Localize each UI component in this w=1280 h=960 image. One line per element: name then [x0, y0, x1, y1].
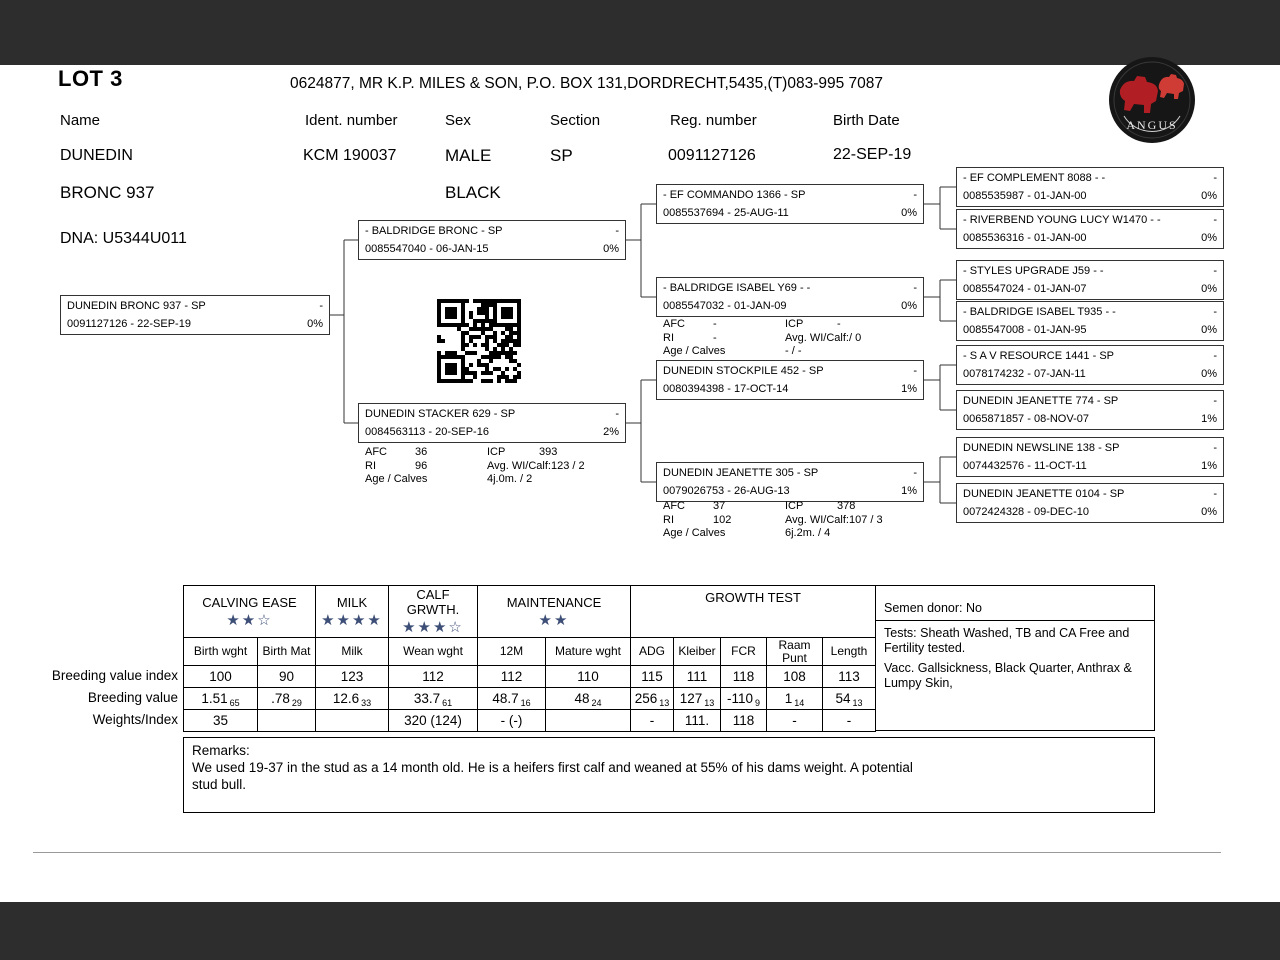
icp-value: - [837, 318, 841, 330]
cell: 118 [721, 710, 767, 732]
pedigree-name: DUNEDIN STACKER 629 - SP [365, 408, 516, 420]
angus-logo [1108, 56, 1196, 144]
accuracy: 29 [291, 698, 302, 708]
pedigree-dash: - [1213, 395, 1217, 407]
field-label-reg: Reg. number [670, 112, 757, 129]
angus-logo-text: ANGUS [1126, 118, 1178, 132]
cell: 12.6 $_{33}$ [316, 688, 389, 710]
pedigree-dash: - [1213, 214, 1217, 226]
pedigree-pct: 0% [1201, 190, 1217, 202]
pedigree-reg: 0085547040 - 06-JAN-15 [365, 243, 489, 255]
pedigree-dash: - [913, 189, 917, 201]
pedigree-name: DUNEDIN JEANETTE 305 - SP [663, 467, 819, 479]
cell: 123 [316, 666, 389, 688]
pedigree-box-sires-dam [656, 277, 924, 317]
icp-value: 378 [837, 500, 856, 512]
col-header: Length [823, 638, 876, 666]
remarks-box [183, 737, 1155, 813]
top-bar [0, 0, 1280, 65]
pedigree-box-ggp1 [956, 167, 1224, 207]
pedigree-dash: - [1213, 172, 1217, 184]
ri-value: 102 [713, 513, 732, 526]
animal-section: SP [550, 146, 573, 165]
pedigree-box-ggp3 [956, 260, 1224, 300]
age-calves-value: 6j.2m. / 4 [785, 527, 831, 539]
pedigree-reg: 0085547032 - 01-JAN-09 [663, 300, 787, 312]
pedigree-dash: - [319, 300, 323, 312]
accuracy: 24 [591, 698, 602, 708]
pedigree-dash: - [1213, 306, 1217, 318]
pedigree-name: - BALDRIDGE ISABEL T935 - - [963, 306, 1116, 318]
field-label-ident: Ident. number [305, 112, 398, 129]
pedigree-dash: - [1213, 488, 1217, 500]
pedigree-name: - S A V RESOURCE 1441 - SP [963, 350, 1115, 362]
pedigree-pct: 0% [901, 207, 917, 219]
cell: 100 [184, 666, 258, 688]
pedigree-pct: 1% [901, 485, 917, 497]
pedigree-reg: 0085536316 - 01-JAN-00 [963, 232, 1087, 244]
field-label-name: Name [60, 112, 101, 129]
pedigree-pct: 2% [603, 426, 619, 438]
pedigree-box-ggp4 [956, 301, 1224, 341]
animal-birth-date: 22-SEP-19 [833, 146, 912, 163]
pedigree-box-ggp5 [956, 345, 1224, 385]
cell: 320 (124) [389, 710, 478, 732]
col-header: Mature wght [546, 638, 631, 666]
icp-label: ICP [487, 446, 506, 458]
cell [258, 710, 316, 732]
ri-label: RI [365, 459, 376, 472]
cell: 110 [546, 666, 631, 688]
cell: 35 [184, 710, 258, 732]
pedigree-box-subject [60, 295, 330, 335]
cell: 111 [674, 666, 721, 688]
accuracy: 14 [794, 698, 805, 708]
dam-production-stats [365, 446, 585, 487]
pedigree-name: DUNEDIN BRONC 937 - SP [67, 300, 206, 312]
avg-wi-value: 123 / 2 [550, 459, 585, 472]
cell: 48.7 $_{16}$ [478, 688, 546, 710]
pedigree-pct: 0% [307, 318, 323, 330]
accuracy: 65 [229, 698, 240, 708]
pedigree-pct: 0% [603, 243, 619, 255]
pedigree-reg: 0072424328 - 09-DEC-10 [963, 506, 1089, 518]
pedigree-dash: - [913, 467, 917, 479]
group-calf-growth: CALF GRWTH. ★★★☆ [389, 586, 478, 638]
pedigree-pct: 0% [1201, 506, 1217, 518]
accuracy: 13 [659, 698, 670, 708]
pedigree-name: - EF COMPLEMENT 8088 - - [963, 172, 1106, 184]
pedigree-reg: 0085535987 - 01-JAN-00 [963, 190, 1087, 202]
remarks-line1: We used 19-37 in the stud as a 14 month old. He is a heifers first calf and weaned at 55% of his dams weight. A potential [192, 760, 913, 775]
pedigree-box-sires-sire [656, 184, 924, 224]
bottom-bar [0, 902, 1280, 960]
pedigree-name: - STYLES UPGRADE J59 - - [963, 265, 1104, 277]
star-rating: ★★★★ [321, 611, 383, 629]
row-label-breeding-value: Breeding value [87, 690, 178, 705]
health-info-panel [875, 585, 1155, 731]
avg-wi-label: Avg. WI/Calf: [785, 331, 849, 344]
cell: 115 [631, 666, 674, 688]
age-calves-value: - / - [785, 345, 802, 357]
cell: - [631, 710, 674, 732]
pedigree-reg: 0065871857 - 08-NOV-07 [963, 413, 1089, 425]
remarks-line2: stud bull. [192, 777, 247, 792]
pedigree-reg: 0085547024 - 01-JAN-07 [963, 283, 1087, 295]
col-header: FCR [721, 638, 767, 666]
weights-index-row [184, 710, 876, 732]
col-header: Kleiber [674, 638, 721, 666]
field-label-birth: Birth Date [833, 112, 900, 129]
pedigree-name: DUNEDIN JEANETTE 0104 - SP [963, 488, 1125, 500]
pedigree-reg: 0084563113 - 20-SEP-16 [365, 426, 489, 438]
pedigree-name: DUNEDIN STOCKPILE 452 - SP [663, 365, 824, 377]
icp-value: 393 [539, 446, 558, 458]
row-label-breeding-value-index: Breeding value index [51, 668, 178, 683]
afc-value: 36 [415, 446, 428, 458]
semen-donor-status: Semen donor: No [876, 586, 1154, 621]
age-calves-label: Age / Calves [663, 527, 726, 539]
pedigree-pct: 0% [1201, 368, 1217, 380]
pedigree-reg: 0074432576 - 11-OCT-11 [963, 460, 1087, 472]
column-header-row [184, 638, 876, 666]
pedigree-box-sire [358, 220, 626, 260]
pedigree-dash: - [1213, 265, 1217, 277]
row-label-weights-index: Weights/Index [92, 712, 178, 727]
pedigree-reg: 0091127126 - 22-SEP-19 [67, 318, 191, 330]
accuracy: 33 [361, 698, 372, 708]
cell: 112 [478, 666, 546, 688]
ri-value: 96 [415, 459, 428, 472]
col-header: ADG [631, 638, 674, 666]
avg-wi-label: Avg. WI/Calf: [487, 459, 551, 472]
accuracy: 13 [852, 698, 863, 708]
pedigree-dash: - [913, 365, 917, 377]
pedigree-dash: - [913, 282, 917, 294]
group-growth-test: GROWTH TEST [631, 586, 876, 638]
cell: -110 $_9$ [721, 688, 767, 710]
ri-value: - [713, 331, 717, 344]
group-maintenance: MAINTENANCE ★★ [478, 586, 631, 638]
cell: 1.51 $_{65}$ [184, 688, 258, 710]
lot-number: LOT 3 [58, 66, 123, 91]
animal-dna: DNA: U5344U011 [60, 230, 187, 247]
accuracy: 9 [755, 698, 761, 708]
remarks-title: Remarks: [192, 743, 250, 758]
age-calves-label: Age / Calves [663, 345, 726, 357]
pedigree-dash: - [615, 225, 619, 237]
pedigree-pct: 0% [1201, 283, 1217, 295]
cell: 118 [721, 666, 767, 688]
pedigree-box-dams-dam [656, 462, 924, 502]
field-label-sex: Sex [445, 112, 471, 129]
cell: 33.7 $_{61}$ [389, 688, 478, 710]
pedigree-pct: 0% [901, 300, 917, 312]
cell: 1 $_{14}$ [767, 688, 823, 710]
vaccinations-info: Vacc. Gallsickness, Black Quarter, Anthrax & Lumpy Skin, [884, 661, 1132, 690]
cell: 90 [258, 666, 316, 688]
pedigree-dash: - [1213, 350, 1217, 362]
pedigree-name: - RIVERBEND YOUNG LUCY W1470 - - [963, 214, 1161, 226]
footer-separator [33, 852, 1221, 853]
animal-reg-number: 0091127126 [668, 147, 756, 164]
animal-ident: KCM 190037 [303, 147, 397, 164]
pedigree-reg: 0079026753 - 26-AUG-13 [663, 485, 790, 497]
star-rating: ★★☆ [226, 611, 273, 629]
col-header: Milk [316, 638, 389, 666]
animal-name: DUNEDIN [60, 147, 133, 164]
animal-sex: MALE [445, 146, 492, 165]
pedigree-reg: 0078174232 - 07-JAN-11 [963, 368, 1086, 380]
animal-name-line2: BRONC 937 [60, 183, 155, 202]
avg-wi-label: Avg. WI/Calf: [785, 513, 849, 526]
afc-label: AFC [663, 318, 685, 330]
star-rating: ★★★☆ [402, 619, 464, 636]
ri-label: RI [663, 331, 674, 344]
afc-label: AFC [365, 446, 387, 458]
group-calving-ease: CALVING EASE ★★☆ [184, 586, 316, 638]
qr-code [437, 299, 521, 383]
pedigree-name: - EF COMMANDO 1366 - SP [663, 189, 806, 201]
afc-value: 37 [713, 500, 726, 512]
cell: 112 [389, 666, 478, 688]
cell: 127 $_{13}$ [674, 688, 721, 710]
pedigree-dash: - [615, 408, 619, 420]
col-header: Raam Punt [767, 638, 823, 666]
angus-logo-badge [1108, 56, 1196, 144]
col-header: Wean wght [389, 638, 478, 666]
col-header: Birth wght [184, 638, 258, 666]
col-header: 12M [478, 638, 546, 666]
pedigree-pct: 1% [1201, 413, 1217, 425]
pedigree-pct: 1% [1201, 460, 1217, 472]
pedigree-name: - BALDRIDGE BRONC - SP [365, 225, 503, 237]
cell: 48 $_{24}$ [546, 688, 631, 710]
pedigree-box-ggp8 [956, 483, 1224, 523]
afc-value: - [713, 318, 717, 330]
animal-colour: BLACK [445, 183, 501, 202]
owner-info: 0624877, MR K.P. MILES & SON, P.O. BOX 131,DORDRECHT,5435,(T)083-995 7087 [290, 75, 884, 92]
dams-dam-production-stats [663, 500, 883, 541]
avg-wi-value: / 0 [848, 331, 862, 344]
cell: 111. [674, 710, 721, 732]
age-calves-label: Age / Calves [365, 473, 428, 485]
breeding-value-index-row [184, 666, 876, 688]
cell: - [823, 710, 876, 732]
afc-label: AFC [663, 500, 685, 512]
pedigree-reg: 0080394398 - 17-OCT-14 [663, 383, 789, 395]
icp-label: ICP [785, 318, 804, 330]
pedigree-box-dams-sire [656, 360, 924, 400]
cell: 113 [823, 666, 876, 688]
star-rating: ★★ [538, 611, 570, 629]
age-calves-value: 4j.0m. / 2 [487, 473, 533, 485]
pedigree-name: DUNEDIN JEANETTE 774 - SP [963, 395, 1119, 407]
pedigree-reg: 0085547008 - 01-JAN-95 [963, 324, 1087, 336]
cell: - [767, 710, 823, 732]
icp-label: ICP [785, 500, 804, 512]
ri-label: RI [663, 513, 674, 526]
cell: - (-) [478, 710, 546, 732]
cell [316, 710, 389, 732]
pedigree-box-dam [358, 403, 626, 443]
pedigree-pct: 1% [901, 383, 917, 395]
accuracy: 16 [520, 698, 531, 708]
cell: .78 $_{29}$ [258, 688, 316, 710]
pedigree-name: - BALDRIDGE ISABEL Y69 - - [663, 282, 811, 294]
group-milk: MILK ★★★★ [316, 586, 389, 638]
cell: 256 $_{13}$ [631, 688, 674, 710]
breeding-values-table [183, 585, 876, 732]
pedigree-pct: 0% [1201, 232, 1217, 244]
pedigree-reg: 0085537694 - 25-AUG-11 [663, 207, 789, 219]
breeding-value-row [184, 688, 876, 710]
pedigree-box-ggp2 [956, 209, 1224, 249]
pedigree-box-ggp7 [956, 437, 1224, 477]
cell: 108 [767, 666, 823, 688]
accuracy: 13 [704, 698, 715, 708]
field-label-section: Section [550, 112, 601, 129]
pedigree-pct: 0% [1201, 324, 1217, 336]
avg-wi-value: 107 / 3 [848, 513, 883, 526]
accuracy: 61 [442, 698, 453, 708]
pedigree-box-ggp6 [956, 390, 1224, 430]
col-header: Birth Mat [258, 638, 316, 666]
cell: 54 $_{13}$ [823, 688, 876, 710]
pedigree-dash: - [1213, 442, 1217, 454]
tests-info: Tests: Sheath Washed, TB and CA Free and Fertility tested. [884, 626, 1130, 655]
cell [546, 710, 631, 732]
pedigree-name: DUNEDIN NEWSLINE 138 - SP [963, 442, 1120, 454]
sires-dam-production-stats [663, 318, 861, 359]
